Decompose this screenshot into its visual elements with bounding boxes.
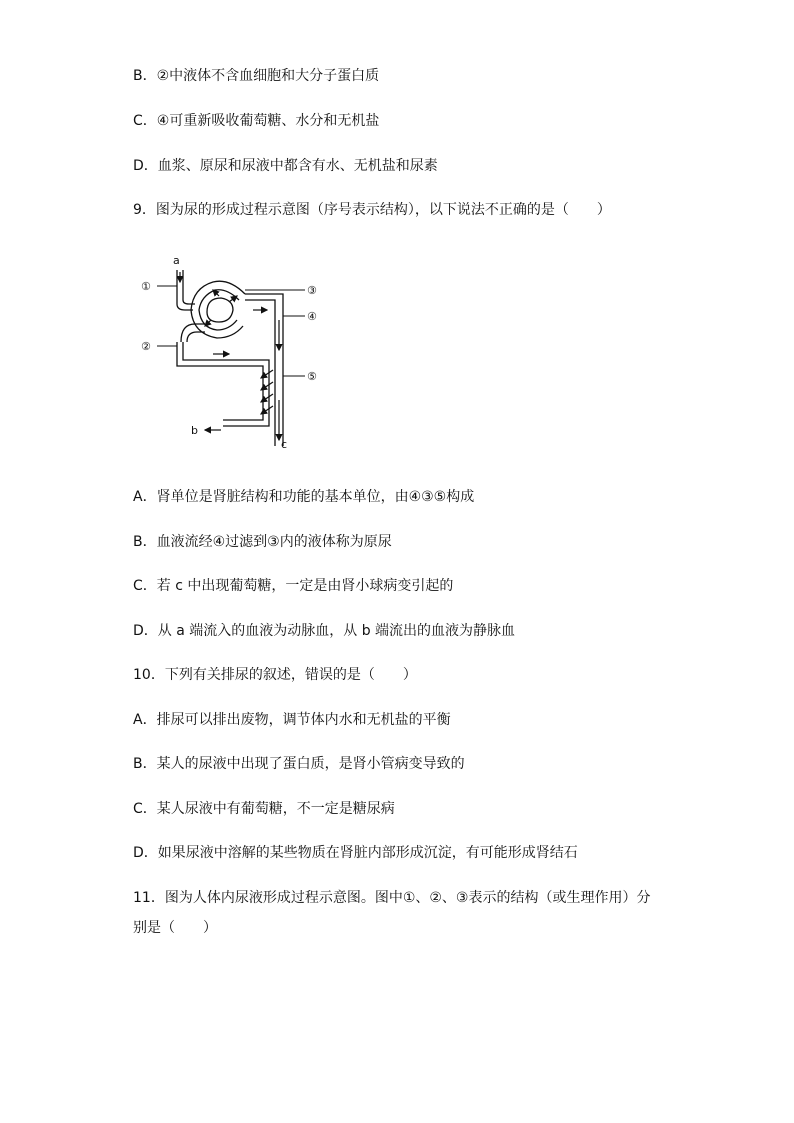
label-4: ④: [307, 310, 317, 323]
q8-option-c: C．④可重新吸收葡萄糖、水分和无机盐: [133, 113, 380, 129]
q9-option-b: B．血液流经④过滤到③内的液体称为原尿: [133, 534, 392, 550]
q10-option-c: C．某人尿液中有葡萄糖，不一定是糖尿病: [133, 801, 395, 817]
label-3: ③: [307, 284, 317, 297]
q11-stem-line2: 别是（ ）: [133, 920, 217, 936]
label-2: ②: [141, 340, 151, 353]
q9-option-a: A．肾单位是肾脏结构和功能的基本单位，由④③⑤构成: [133, 489, 475, 505]
q10-option-b: B．某人的尿液中出现了蛋白质，是肾小管病变导致的: [133, 756, 465, 772]
label-a: a: [173, 254, 180, 267]
nephron-svg: [133, 250, 333, 460]
q8-option-b: B．②中液体不含血细胞和大分子蛋白质: [133, 68, 380, 84]
q8-option-d: D．血浆、原尿和尿液中都含有水、无机盐和尿素: [133, 158, 438, 174]
label-b: b: [191, 424, 198, 437]
q9-stem: 9．图为尿的形成过程示意图（序号表示结构），以下说法不正确的是（ ）: [133, 202, 611, 218]
label-5: ⑤: [307, 370, 317, 383]
q9-option-c: C．若 c 中出现葡萄糖，一定是由肾小球病变引起的: [133, 578, 454, 594]
renal-tubule: [245, 294, 283, 446]
q10-option-d: D．如果尿液中溶解的某些物质在肾脏内部形成沉淀，有可能形成肾结石: [133, 845, 578, 861]
label-1: ①: [141, 280, 151, 293]
q9-option-d: D．从 a 端流入的血液为动脉血，从 b 端流出的血液为静脉血: [133, 623, 516, 639]
q10-option-a: A．排尿可以排出废物，调节体内水和无机盐的平衡: [133, 712, 451, 728]
label-c: c: [281, 438, 288, 451]
nephron-diagram: [133, 250, 333, 460]
q10-stem: 10．下列有关排尿的叙述，错误的是（ ）: [133, 667, 417, 683]
q11-stem-line1: 11．图为人体内尿液形成过程示意图。图中①、②、③表示的结构（或生理作用）分: [133, 890, 651, 906]
